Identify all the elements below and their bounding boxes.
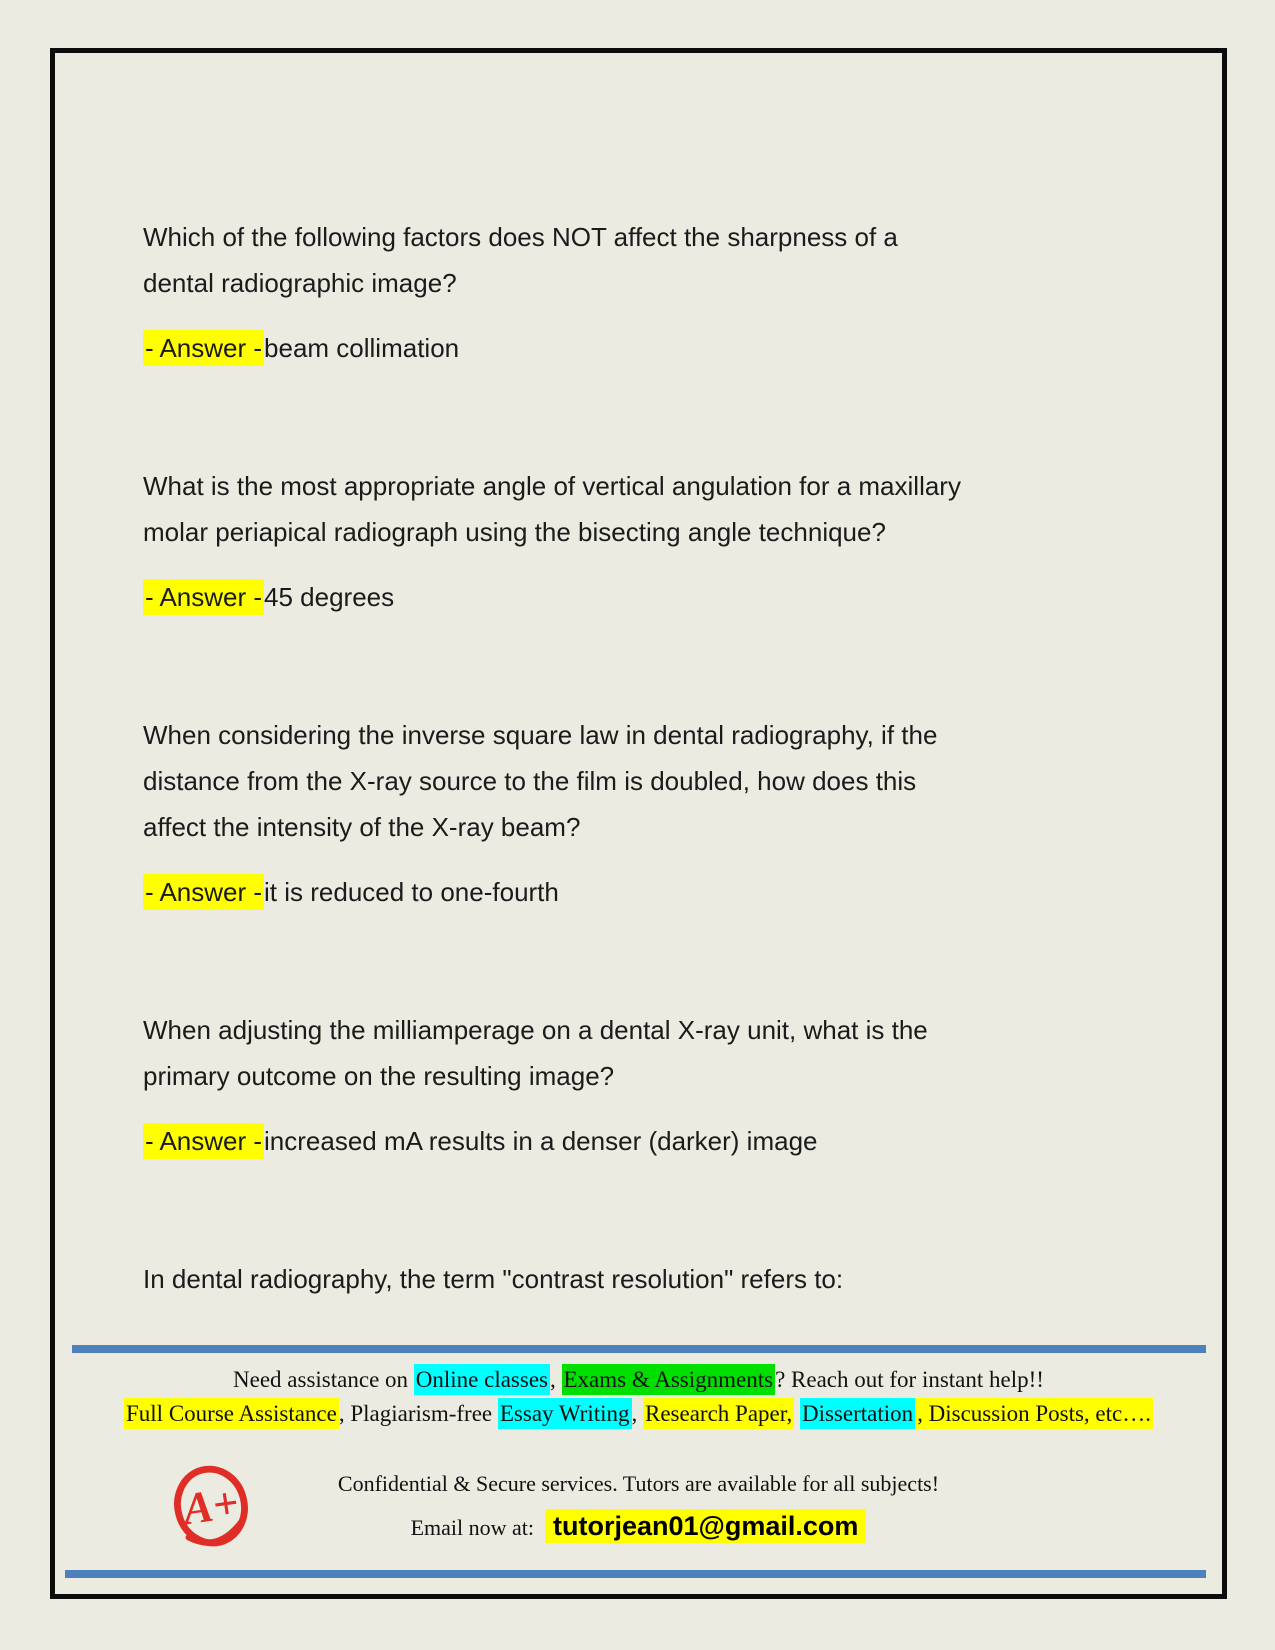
footer-services bbox=[55, 1465, 1222, 1547]
answer-1-text: beam collimation bbox=[264, 333, 460, 363]
footer-divider-top bbox=[72, 1345, 1206, 1353]
question-3 bbox=[143, 712, 1192, 850]
promo-dissertation-highlight: Dissertation bbox=[800, 1398, 915, 1429]
answer-2-text: 45 degrees bbox=[264, 582, 395, 612]
answer-3 bbox=[143, 869, 1192, 915]
promo-full-course-highlight: Full Course Assistance bbox=[124, 1398, 339, 1429]
promo-2-seg-2: , Plagiarism-free bbox=[338, 1401, 498, 1426]
promo-discussion-posts-highlight: , Discussion Posts, etc…. bbox=[915, 1398, 1153, 1429]
answer-3-label-highlight: - Answer - bbox=[143, 874, 264, 910]
promo-research-paper-highlight: Research Paper, bbox=[643, 1398, 794, 1429]
question-1-line-1: Which of the following factors does NOT affect the sharpness of a bbox=[143, 222, 898, 252]
question-1-line-2: dental radiographic image? bbox=[143, 268, 457, 298]
promo-essay-writing-highlight: Essay Writing bbox=[498, 1398, 632, 1429]
question-2-line-1: What is the most appropriate angle of vertical angulation for a maxillary bbox=[143, 471, 961, 501]
email-label: Email now at: bbox=[410, 1515, 534, 1540]
promo-exams-assignments-highlight: Exams & Assignments bbox=[562, 1364, 776, 1395]
question-3-line-1: When considering the inverse square law in dental radiography, if the bbox=[143, 720, 938, 750]
question-1 bbox=[143, 214, 1192, 306]
promo-1-seg-3: , bbox=[550, 1367, 562, 1392]
question-3-line-2: distance from the X-ray source to the film is doubled, how does this bbox=[143, 766, 917, 796]
spacer bbox=[534, 1515, 545, 1540]
question-4-line-1: When adjusting the milliamperage on a dental X-ray unit, what is the bbox=[143, 1015, 928, 1045]
question-5-line-1: In dental radiography, the term "contrast resolution" refers to: bbox=[143, 1264, 844, 1294]
promo-2-seg-4: , bbox=[631, 1401, 643, 1426]
services-line: Confidential & Secure services. Tutors are available for all subjects! bbox=[337, 1471, 940, 1496]
answer-4 bbox=[143, 1118, 1192, 1164]
answer-1-label-highlight: - Answer - bbox=[143, 330, 264, 366]
promo-line-2 bbox=[55, 1397, 1222, 1431]
question-5 bbox=[143, 1256, 1192, 1302]
answer-2 bbox=[143, 574, 1192, 620]
question-2-line-2: molar periapical radiograph using the bisecting angle technique? bbox=[143, 517, 886, 547]
question-4-line-2: primary outcome on the resulting image? bbox=[143, 1061, 615, 1091]
answer-4-label-highlight: - Answer - bbox=[143, 1123, 264, 1159]
question-4 bbox=[143, 1007, 1192, 1099]
answer-1 bbox=[143, 325, 1192, 371]
question-2 bbox=[143, 463, 1192, 555]
answer-4-text: increased mA results in a denser (darker) image bbox=[264, 1126, 818, 1156]
promo-line-1 bbox=[55, 1363, 1222, 1397]
answer-2-label-highlight: - Answer - bbox=[143, 579, 264, 615]
question-3-line-3: affect the intensity of the X-ray beam? bbox=[143, 812, 581, 842]
qa-content bbox=[143, 214, 1192, 1321]
a-plus-logo-text: A+ bbox=[179, 1477, 242, 1535]
promo-1-seg-5: ? Reach out for instant help!! bbox=[775, 1367, 1044, 1392]
footer-promo bbox=[55, 1363, 1222, 1431]
footer-divider-bottom bbox=[65, 1570, 1206, 1578]
page-border-frame bbox=[50, 48, 1227, 1599]
promo-online-classes-highlight: Online classes bbox=[414, 1364, 550, 1395]
promo-1-seg-1: Need assistance on bbox=[233, 1367, 414, 1392]
answer-3-text: it is reduced to one-fourth bbox=[264, 877, 559, 907]
email-address-highlight: tutorjean01@gmail.com bbox=[545, 1509, 866, 1543]
email-line bbox=[55, 1507, 1222, 1547]
